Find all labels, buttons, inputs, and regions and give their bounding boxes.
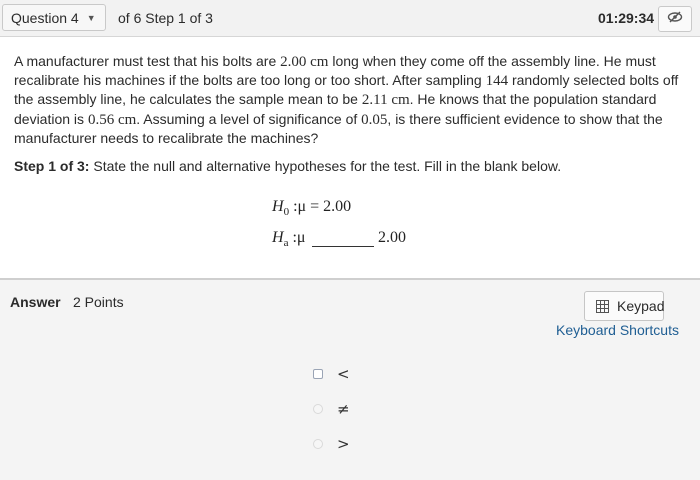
step-text: State the null and alternative hypotheses for the test. Fill in the blank below. xyxy=(89,158,562,174)
step-label: Step 1 of 3: xyxy=(14,158,90,174)
answer-points: 2 Points xyxy=(73,294,124,310)
timer: 01:29:34 xyxy=(598,10,655,26)
ha-expression: :μ xyxy=(288,229,306,246)
option-radio[interactable] xyxy=(313,404,323,414)
alternative-hypothesis xyxy=(272,229,305,249)
hypothesis-blank[interactable] xyxy=(312,246,374,247)
question-select[interactable] xyxy=(2,4,106,31)
question-part: randomly selected bolts off the assembly line, he calculates the sample mean to be xyxy=(14,72,679,108)
ha-value: 2.00 xyxy=(378,229,406,246)
option-symbol: > xyxy=(337,435,350,453)
question-select-label: Question 4 xyxy=(11,9,79,26)
question-value: 0.05 xyxy=(361,111,388,128)
option-greater-than[interactable] xyxy=(313,435,350,453)
question-part: long when they come off the assembly line. He must recalibrate his machines if the bolts are too long or too short. After sampling xyxy=(14,53,656,89)
question-part: . Assuming a level of significance of xyxy=(136,110,362,127)
option-symbol: < xyxy=(337,365,350,383)
option-not-equal[interactable] xyxy=(313,400,350,418)
question-part: , is there sufficient evidence to show that the manufacturer needs to recalibrate the machines? xyxy=(14,110,663,146)
h0-subscript: 0 xyxy=(283,206,290,219)
null-hypothesis xyxy=(272,198,351,218)
question-value: 0.56 cm xyxy=(87,111,137,128)
hide-timer-button[interactable] xyxy=(658,6,692,32)
keypad-button[interactable] xyxy=(584,291,664,321)
step-instruction xyxy=(14,158,561,174)
question-value: 2.11 cm xyxy=(361,92,410,109)
option-radio[interactable] xyxy=(313,369,323,379)
eye-slash-icon xyxy=(667,10,683,28)
question-value: 144 xyxy=(485,73,509,90)
option-symbol: ≠ xyxy=(337,400,350,418)
question-part: A manufacturer must test that his bolts are xyxy=(14,53,281,69)
step-progress-text: of 6 Step 1 of 3 xyxy=(118,10,213,26)
question-part: . He knows that the population standard deviation is xyxy=(14,91,657,127)
calculator-icon xyxy=(596,300,609,313)
h0-expression: :μ = 2.00 xyxy=(289,198,352,215)
option-less-than[interactable] xyxy=(313,365,350,383)
keyboard-shortcuts-link[interactable]: Keyboard Shortcuts xyxy=(556,322,679,338)
question-text xyxy=(14,52,686,147)
h0-symbol: H xyxy=(272,198,284,215)
keypad-label: Keypad xyxy=(617,298,665,314)
question-value: 2.00 cm xyxy=(280,54,329,70)
ha-subscript: a xyxy=(283,237,289,250)
answer-label: Answer xyxy=(10,294,61,310)
chevron-down-icon: ▼ xyxy=(86,12,96,23)
option-radio[interactable] xyxy=(313,439,323,449)
ha-symbol: H xyxy=(272,229,284,246)
